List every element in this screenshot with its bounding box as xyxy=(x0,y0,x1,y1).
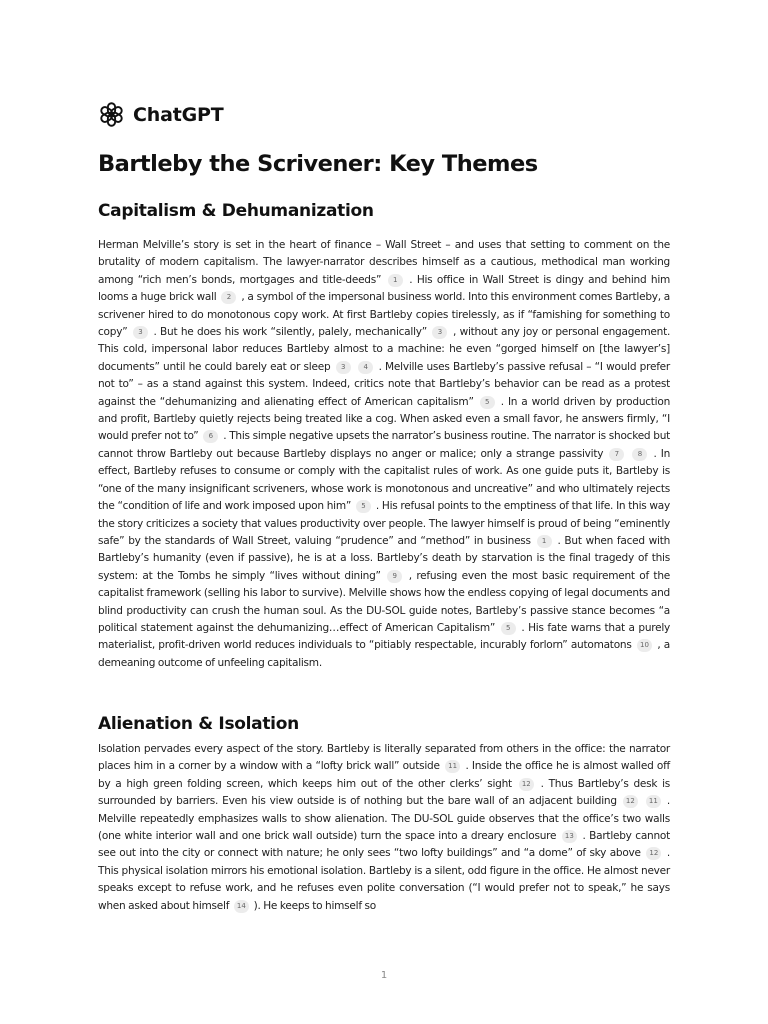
text-run: Isolation pervades every aspect of the story. Bartleby is literally separated from others in the office: the narrator places him in a corner by a window with a “lofty brick wall” outside xyxy=(98,743,670,773)
citation-badge[interactable]: 5 xyxy=(480,396,495,409)
section-heading-alienation: Alienation & Isolation xyxy=(98,714,299,734)
text-run: . In effect, Bartleby refuses to consume or comply with the capitalist rules of work. As one guide puts it, Bartleby is “one of the many insignificant scriveners, whose work is monotonous and uncreative” and who ultimately rejects the “condition of life and work imposed upon him” xyxy=(98,447,671,513)
text-run: ). He keeps to himself so xyxy=(253,899,376,912)
citation-badge[interactable]: 5 xyxy=(356,500,371,513)
text-run: . This simple negative upsets the narrator’s business routine. The narrator is shocked but cannot throw Bartleby out because Bartleby displays no anger or malice; only a strange passivity xyxy=(98,430,671,460)
brand-name: ChatGPT xyxy=(133,103,224,126)
citation-badge[interactable]: 11 xyxy=(445,760,460,773)
text-run: . Thus Bartleby’s desk is surrounded by barriers. Even his view outside is of nothing but the bare wall of an adjacent building xyxy=(98,777,670,808)
text-run: . Melville uses Bartleby’s passive refusal – “I would prefer not to” – as a stand against this system. Indeed, critics note that Bartleby’s behavior can be read as a protest against the “dehumanizing and alienating effect of American capitalism” xyxy=(98,360,670,408)
citation-badge[interactable]: 12 xyxy=(623,795,638,808)
citation-badge[interactable]: 1 xyxy=(388,274,403,287)
text-run: . But he does his work “silently, palely, mechanically” xyxy=(153,326,427,339)
section-heading-capitalism: Capitalism & Dehumanization xyxy=(98,201,374,221)
text-run: Herman Melville’s story is set in the heart of finance – Wall Street – and uses that setting to comment on the brutality of modern capitalism. The lawyer-narrator describes himself as a cautious, methodical man working among “rich men’s bonds, mortgages and title-deeds” xyxy=(98,239,670,286)
citation-badge[interactable]: 6 xyxy=(203,430,218,443)
citation-badge[interactable]: 3 xyxy=(336,361,351,374)
openai-logo-icon xyxy=(98,101,125,128)
section-body-alienation xyxy=(98,741,670,915)
citation-badge[interactable]: 4 xyxy=(358,361,373,374)
citation-badge[interactable]: 12 xyxy=(519,778,534,791)
text-run: , without any joy or personal engagement. This cold, impersonal labor reduces Bartleby almost to a machine: he even “gorged himself on [the lawyer’s] documents” until he could barely eat or sleep xyxy=(98,326,671,373)
text-run: , a symbol of the impersonal business world. Into this environment comes Bartleby, a scrivener hired to do monotonous copy work. At first Bartleby copies tirelessly, as if “famishing for something to copy” xyxy=(98,291,671,339)
citation-badge[interactable]: 5 xyxy=(501,622,516,635)
brand-header xyxy=(98,101,223,128)
text-run: . Bartleby cannot see out into the city or connect with nature; he only sees “two lofty buildings” and “a dome” of sky above xyxy=(98,830,670,860)
citation-badge[interactable]: 3 xyxy=(133,326,148,339)
citation-badge[interactable]: 1 xyxy=(537,535,552,548)
text-run: . In a world driven by production and profit, Bartleby quietly rejects being treated like a cog. When asked even a small favor, he answers firmly, “I would prefer not to” xyxy=(98,395,670,443)
citation-badge[interactable]: 8 xyxy=(632,448,647,461)
page-number: 1 xyxy=(380,970,388,981)
text-run: . But when faced with Bartleby’s humanity (even if passive), he is at a loss. Bartleby’s death by starvation is the final tragedy of this system: at the Tombs he simply “lives without dining” xyxy=(98,534,671,582)
citation-badge[interactable]: 13 xyxy=(562,830,577,843)
text-run: . Inside the office he is almost walled off by a high green folding screen, which keeps him out of the other clerks’ sight xyxy=(98,760,671,790)
text-run: . His refusal points to the emptiness of that life. In this way the story criticizes a society that values productivity over people. The lawyer himself is proud of being “eminently safe” by the standards of Wall Street, valuing “prudence” and “method” in business xyxy=(98,500,671,547)
citation-badge[interactable]: 10 xyxy=(637,639,652,652)
citation-badge[interactable]: 12 xyxy=(646,847,661,860)
section-body-capitalism xyxy=(98,237,670,672)
text-run: . His office in Wall Street is dingy and behind him looms a huge brick wall xyxy=(98,273,671,304)
citation-badge[interactable]: 9 xyxy=(387,570,402,583)
text-run: . His fate warns that a purely materialist, profit-driven world reduces individuals to “pitiably respectable, incurably forlorn” automatons xyxy=(98,621,671,652)
citation-badge[interactable]: 2 xyxy=(221,291,236,304)
document-title: Bartleby the Scrivener: Key Themes xyxy=(98,151,538,177)
citation-badge[interactable]: 7 xyxy=(609,448,624,461)
text-run: , refusing even the most basic requirement of the capitalist framework (selling his labor to survive). Melville shows how the endless copying of legal documents and blind productivity can crush the human soul. As the DU-SOL guide notes, Bartleby’s passive stance becomes “a political statement against the dehumanizing…effect of American Capitalism” xyxy=(98,569,670,634)
citation-badge[interactable]: 14 xyxy=(234,900,249,913)
text-run: . This physical isolation mirrors his emotional isolation. Bartleby is a silent, odd figure in the office. He almost never speaks except to refuse work, and he refuses even polite conversation (“I would prefer not to speak,” he says when asked about himself xyxy=(98,847,670,912)
text-run: . Melville repeatedly emphasizes walls to show alienation. The DU-SOL guide observes that the office’s two walls (one white interior wall and one brick wall outside) turn the space into a dreary enclosure xyxy=(98,795,670,843)
citation-badge[interactable]: 11 xyxy=(646,795,661,808)
citation-badge[interactable]: 3 xyxy=(432,326,447,339)
text-run: , a demeaning outcome of unfeeling capitalism. xyxy=(98,639,671,669)
